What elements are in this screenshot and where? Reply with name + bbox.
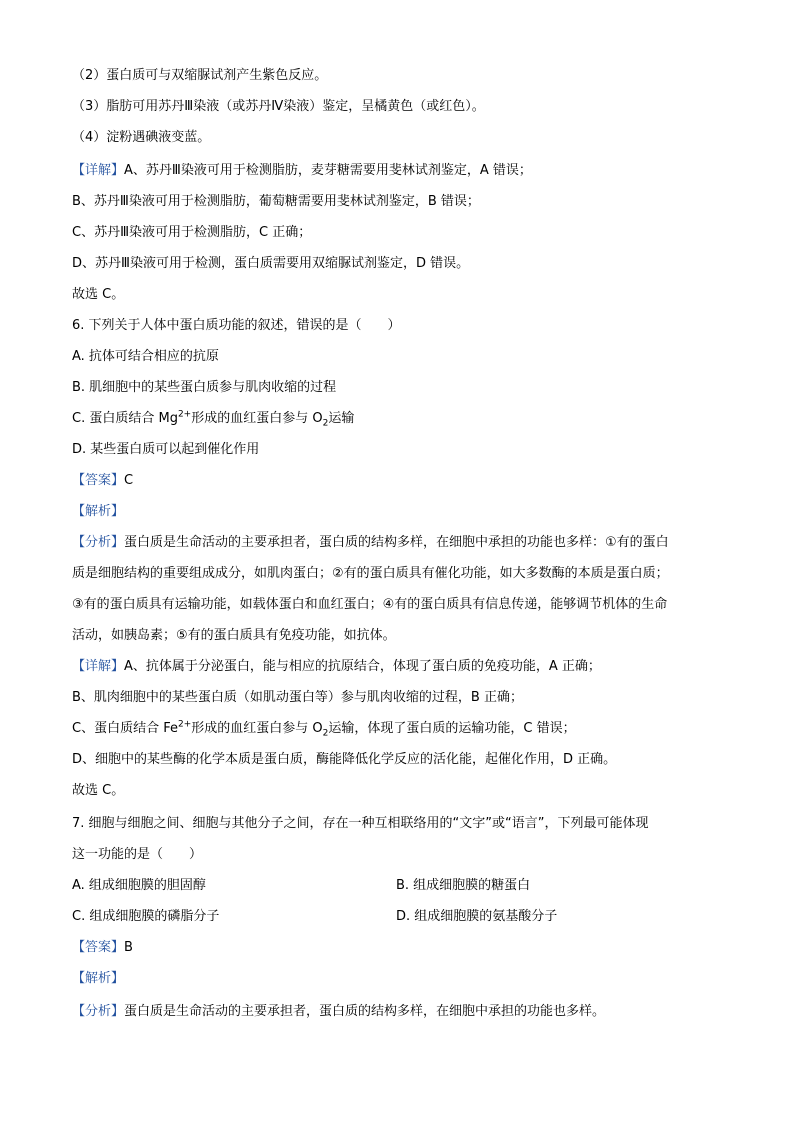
q6-analysis-l2: 质是细胞结构的重要组成成分，如肌肉蛋白；②有的蛋白质具有催化功能，如大多数酶的本质是蛋白质； [72,566,669,581]
q7-stem-l2: 这一功能的是（ ） [72,847,203,862]
answer-tag: 【答案】 [72,940,125,955]
analysis-sub-tag: 【分析】 [72,535,125,550]
q7-option-d: D. 组成细胞膜的氨基酸分子 [396,909,558,924]
answer-value: B [124,940,133,955]
q7-option-b: B. 组成细胞膜的糖蛋白 [396,878,531,893]
q5-detail-c: C、苏丹Ⅲ染液可用于检测脂肪，C 正确； [72,225,312,240]
text-line: （3）脂肪可用苏丹Ⅲ染液（或苏丹Ⅳ染液）鉴定，呈橘黄色（或红色）。 [72,99,485,114]
q5-detail-a [72,161,732,181]
q6-option-c [72,409,732,429]
detail-text: 形成的血红蛋白参与 O [191,721,323,736]
q7-answer [72,938,732,958]
text-line: （2）蛋白质可与双缩脲试剂产生紫色反应。 [72,68,328,83]
q6-analysis-tag [72,502,732,522]
q7-option-c: C. 组成细胞膜的磷脂分子 [72,909,220,924]
detail-tag: 【详解】 [72,163,125,178]
subscript: 2 [322,418,329,429]
q6-detail-c [72,719,732,739]
q6-answer [72,471,732,491]
detail-text: 运输，体现了蛋白质的运输功能，C 错误； [328,721,576,736]
q5-conclusion: 故选 C。 [72,287,125,302]
q6-analysis-l1 [72,533,732,553]
q6-analysis-l4: 活动，如胰岛素；⑤有的蛋白质具有免疫功能，如抗体。 [72,628,396,643]
option-text: 形成的血红蛋白参与 O [191,411,323,426]
q7-analysis-tag [72,969,732,989]
q5-detail-d: D、苏丹Ⅲ染液可用于检测，蛋白质需要用双缩脲试剂鉴定，D 错误。 [72,256,470,271]
detail-text: C、蛋白质结合 Fe [72,721,178,736]
q7-options-row-1 [72,876,732,896]
q5-detail-b: B、苏丹Ⅲ染液可用于检测脂肪，葡萄糖需要用斐林试剂鉴定，B 错误； [72,194,480,209]
analysis-text: 蛋白质是生命活动的主要承担者，蛋白质的结构多样，在细胞中承担的功能也多样：①有的蛋白 [124,535,669,550]
subscript: 2 [322,728,329,739]
detail-tag: 【详解】 [72,659,125,674]
analysis-text: 蛋白质是生命活动的主要承担者，蛋白质的结构多样，在细胞中承担的功能也多样。 [124,1004,606,1019]
q6-conclusion: 故选 C。 [72,783,125,798]
q6-detail-b: B、肌肉细胞中的某些蛋白质（如肌动蛋白等）参与肌肉收缩的过程，B 正确； [72,690,523,705]
q6-detail-a [72,657,732,677]
answer-value: C [124,473,134,488]
q6-detail-d: D、细胞中的某些酶的化学本质是蛋白质，酶能降低化学反应的活化能，起催化作用，D 正确。 [72,752,617,767]
q6-stem: 6. 下列关于人体中蛋白质功能的叙述，错误的是（ ） [72,318,401,333]
detail-text: A、抗体属于分泌蛋白，能与相应的抗原结合，体现了蛋白质的免疫功能，A 正确； [124,659,601,674]
option-text: C. 蛋白质结合 Mg [72,411,178,426]
q7-analysis-l1 [72,1002,732,1022]
detail-text: A、苏丹Ⅲ染液可用于检测脂肪，麦芽糖需要用斐林试剂鉴定，A 错误； [124,163,532,178]
q7-options-row-2 [72,907,732,927]
analysis-tag: 【解析】 [72,971,125,986]
q6-analysis-l3: ③有的蛋白质具有运输功能，如载体蛋白和血红蛋白；④有的蛋白质具有信息传递，能够调节机体的生命 [72,597,668,612]
q6-option-d: D. 某些蛋白质可以起到催化作用 [72,442,260,457]
text-line: （4）淀粉遇碘液变蓝。 [72,130,211,145]
option-text: 运输 [328,411,355,426]
q7-option-a: A. 组成细胞膜的胆固醇 [72,878,206,893]
q7-stem-l1: 7. 细胞与细胞之间、细胞与其他分子之间，存在一种互相联络用的“文字”或“语言”，下列最可能体现 [72,816,649,831]
superscript: 2+ [177,409,192,420]
analysis-tag: 【解析】 [72,504,125,519]
q6-option-a: A. 抗体可结合相应的抗原 [72,349,219,364]
q6-option-b: B. 肌细胞中的某些蛋白质参与肌肉收缩的过程 [72,380,337,395]
answer-tag: 【答案】 [72,473,125,488]
superscript: 2+ [177,719,192,730]
analysis-sub-tag: 【分析】 [72,1004,125,1019]
